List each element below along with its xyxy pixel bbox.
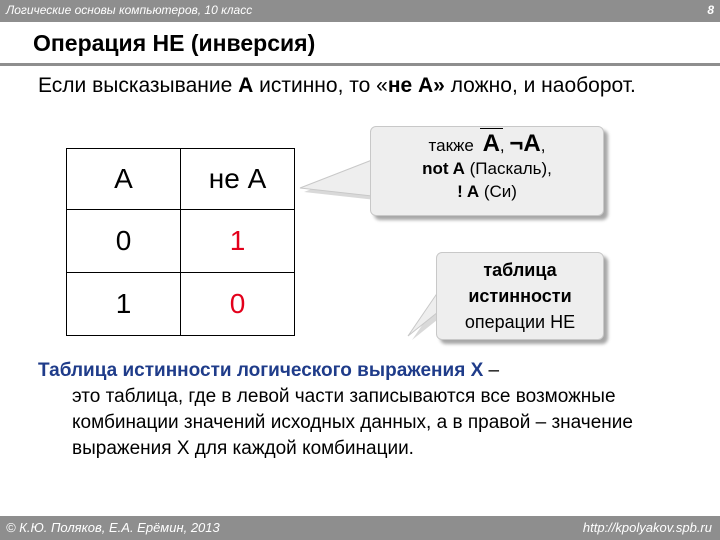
table-header-not-a: не A — [181, 149, 295, 210]
truth-table — [66, 148, 295, 336]
table-callout-line-3: операции НЕ — [464, 312, 576, 332]
page-number: 8 — [707, 3, 714, 17]
footer-url[interactable]: http://kpolyakov.spb.ru — [582, 520, 712, 535]
also-label: также — [428, 136, 474, 155]
table-row — [67, 210, 295, 273]
c-label: (Си) — [479, 182, 517, 201]
intro-not-a: не A» — [387, 74, 445, 97]
table-callout — [436, 252, 604, 340]
definition-paragraph — [38, 358, 688, 462]
table-callout-line-1: таблица — [483, 260, 557, 280]
neg-a-symbol: ¬A — [509, 130, 541, 157]
footer-authors: © К.Ю. Поляков, Е.А. Ерёмин, 2013 — [6, 520, 220, 535]
table-row — [67, 273, 295, 336]
course-title: Логические основы компьютеров, 10 класс — [6, 3, 253, 17]
comma: , — [499, 136, 505, 155]
intro-part-2: истинно, то « — [253, 74, 388, 97]
pascal-label: (Паскаль), — [464, 159, 552, 178]
table-cell: 1 — [181, 210, 295, 273]
definition-body: это таблица, где в левой части записываются все возможные комбинации значений исходных данных, а в правой – значение выражения X для каждой комбинации. — [72, 386, 633, 459]
intro-part-3: ложно, и наоборот. — [444, 74, 636, 97]
table-cell: 0 — [181, 273, 295, 336]
definition-term: Таблица истинности логического выражения X — [38, 360, 484, 381]
table-header-a: A — [67, 149, 181, 210]
intro-text — [38, 71, 678, 100]
intro-part-1: Если высказывание — [38, 74, 239, 97]
comma: , — [540, 136, 546, 155]
header-bar — [0, 0, 720, 22]
pascal-code: not A — [422, 159, 465, 178]
table-cell: 0 — [67, 210, 181, 273]
slide-title: Операция НЕ (инверсия) — [33, 30, 316, 56]
definition-dash: – — [483, 360, 500, 381]
table-callout-line-2: истинности — [468, 286, 572, 306]
intro-var-a: A — [238, 74, 254, 97]
title-divider — [0, 63, 720, 66]
c-code: ! A — [457, 182, 480, 201]
a-bar-symbol: A — [482, 130, 500, 157]
table-cell: 1 — [67, 273, 181, 336]
